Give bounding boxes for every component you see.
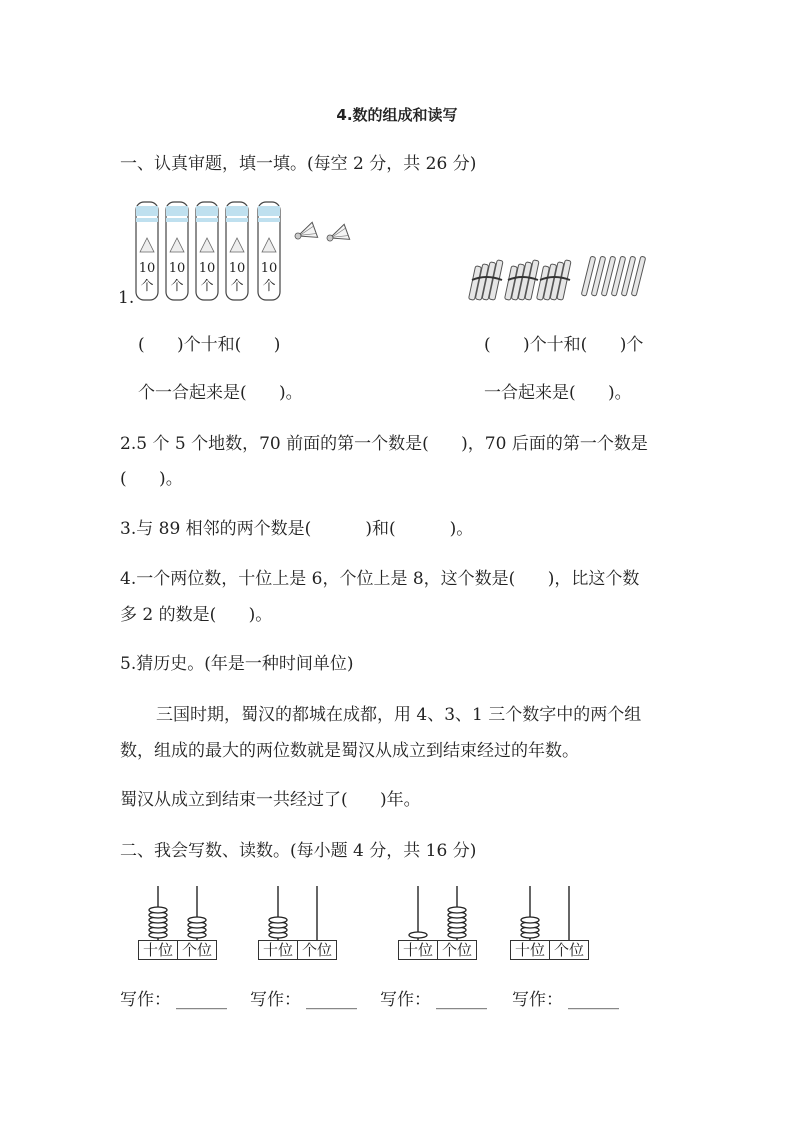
- shuttlecock-tube: [136, 202, 158, 300]
- abacus-bead-tens: [521, 917, 539, 923]
- q2-line2: ( )。: [120, 469, 183, 489]
- write-label-4: 写作：: [512, 990, 563, 1010]
- svg-text:个: 个: [140, 279, 154, 294]
- q2-line1: 2.5 个 5 个地数，70 前面的第一个数是( )，70 后面的第一个数是: [120, 434, 648, 454]
- tens-label: 十位: [262, 941, 293, 959]
- q5-line2: 三国时期，蜀汉的都城在成都，用 4、3、1 三个数字中的两个组: [156, 705, 642, 725]
- shuttlecock-icon: [292, 222, 317, 244]
- q1-right-line1: ( )个十和( )个: [484, 335, 644, 355]
- abacus-bead-ones: [448, 907, 466, 913]
- svg-text:10: 10: [138, 261, 156, 276]
- shuttlecock-tube: [196, 202, 218, 300]
- abacus-4: [510, 884, 590, 940]
- ones-label: 个位: [177, 941, 216, 959]
- abacus-place-labels: [258, 940, 337, 960]
- svg-text:个: 个: [170, 279, 184, 294]
- svg-text:个: 个: [230, 279, 244, 294]
- write-blank-2[interactable]: ______: [306, 990, 357, 1010]
- stick-bundle: [469, 260, 504, 300]
- abacus-bead-tens: [409, 932, 427, 938]
- page-title: 4.数的组成和读写: [336, 106, 458, 124]
- tens-label: 十位: [402, 941, 433, 959]
- q5-line3: 数，组成的最大的两位数就是蜀汉从成立到结束经过的年数。: [120, 741, 579, 761]
- shuttlecock-tube: [226, 202, 248, 300]
- section2-heading: 二、我会写数、读数。(每小题 4 分，共 16 分): [120, 841, 477, 861]
- q5-line4: 蜀汉从成立到结束一共经过了( )年。: [120, 790, 421, 810]
- q1-left-line1: ( )个十和( ): [138, 335, 281, 355]
- write-label-3: 写作：: [380, 990, 431, 1010]
- abacus-bead-tens: [149, 907, 167, 913]
- abacus-place-labels: [138, 940, 217, 960]
- abacus-2: [258, 884, 338, 940]
- write-label-2: 写作：: [250, 990, 301, 1010]
- write-blank-1[interactable]: ______: [176, 990, 227, 1010]
- q3-line1: 3.与 89 相邻的两个数是( )和( )。: [120, 519, 474, 539]
- abacus-place-labels: [398, 940, 477, 960]
- abacus-bead-ones: [188, 917, 206, 923]
- tens-label: 十位: [514, 941, 545, 959]
- svg-text:10: 10: [228, 261, 246, 276]
- stick-bundles-figure: [468, 250, 658, 306]
- q5-line1: 5.猜历史。(年是一种时间单位): [120, 654, 354, 674]
- svg-text:10: 10: [198, 261, 216, 276]
- ones-label: 个位: [437, 941, 476, 959]
- shuttlecock-tubes-figure: [128, 196, 368, 304]
- tens-label: 十位: [142, 941, 173, 959]
- abacus-place-labels: [510, 940, 589, 960]
- q1-right-line2: 一合起来是( )。: [484, 383, 632, 403]
- stick-bundle: [537, 260, 572, 300]
- shuttlecock-tube: [166, 202, 188, 300]
- abacus-3: [398, 884, 478, 940]
- q4-line2: 多 2 的数是( )。: [120, 605, 273, 625]
- q1-left-line2: 个一合起来是( )。: [138, 383, 303, 403]
- svg-text:个: 个: [262, 279, 276, 294]
- svg-text:个: 个: [200, 279, 214, 294]
- abacus-bead-tens: [269, 917, 287, 923]
- ones-label: 个位: [297, 941, 336, 959]
- svg-text:10: 10: [260, 261, 278, 276]
- stick-bundle: [505, 260, 540, 300]
- write-label-1: 写作：: [120, 990, 171, 1010]
- write-blank-4[interactable]: ______: [568, 990, 619, 1010]
- shuttlecock-tube: [258, 202, 280, 300]
- abacus-1: [138, 884, 218, 940]
- ones-label: 个位: [549, 941, 588, 959]
- q4-line1: 4.一个两位数，十位上是 6，个位上是 8，这个数是( )，比这个数: [120, 569, 640, 589]
- loose-sticks: [581, 256, 646, 296]
- write-blank-3[interactable]: ______: [436, 990, 487, 1010]
- svg-text:10: 10: [168, 261, 186, 276]
- q1-number: 1.: [118, 288, 135, 308]
- section1-heading: 一、认真审题，填一填。(每空 2 分，共 26 分): [120, 154, 477, 174]
- shuttlecock-icon: [324, 224, 349, 246]
